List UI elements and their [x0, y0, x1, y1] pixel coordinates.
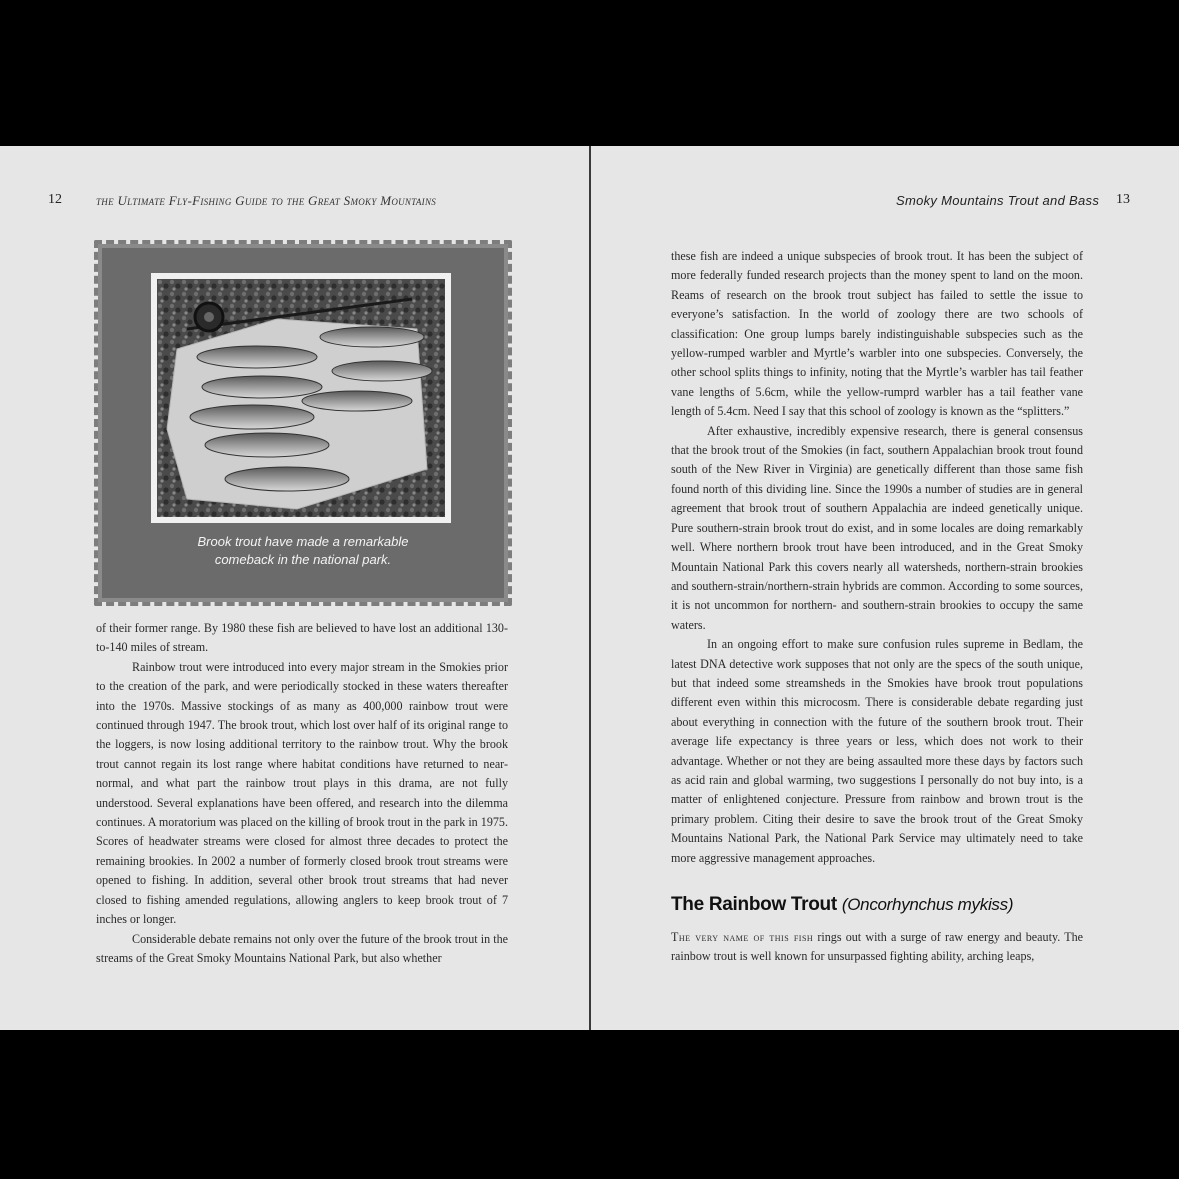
paragraph: Considerable debate remains not only over the future of the brook trout in the streams of the Great Smoky Mountains National Park, but also whether	[96, 931, 508, 965]
lead-in-rest: rings out with a surge of raw energy and beauty. The rainbow trout is well known for unsurpassed fighting ability, arching leaps,	[671, 930, 1083, 964]
book-spread	[0, 146, 1179, 1030]
section-title: The Rainbow Trout	[671, 894, 837, 915]
figure	[98, 244, 508, 602]
page-number: 12	[48, 192, 62, 207]
caption-line-2: comeback in the national park.	[214, 552, 392, 567]
paragraph: of their former range. By 1980 these fish are believed to have lost an additional 130-to-140 miles of stream.	[96, 621, 508, 655]
paragraph: these fish are indeed a unique subspecies of brook trout. It has been the subject of more federally funded research projects than the money spent to land on the moon. Reams of research on the brook trout subject has failed to settle the issue to everyone’s satisfaction. In the world of zoology there are two schools of classification: One group lumps barely indistinguishable subspecies such as the yellow-rumped warbler and Myrtle’s warbler into one subspecies. Conversely, the other school splits things to infinity, noting that the Myrtle’s warbler has tail feather vane lengths of 5.6cm, while the yellow-rumprd warbler has a tail feather vane length of 5.4cm. Need I say that this school of zoology is known as the “splitters.”	[671, 249, 1083, 419]
brook-trout-photo	[157, 279, 445, 517]
paragraph: In an ongoing effort to make sure confusion rules supreme in Bedlam, the latest DNA detective work supposes that not only are the specs of the south unique, but that indeed some streamsheds in the Smokies have brook trout populations different even within this microcosm. There is considerable debate regarding just about everything in connection with the future of the southern brook trout. Their average life expectancy is three years or less, which does not work to their advantage. Whether or not they are being assaulted more these days by factors such as acid rain and global warming, two suggestions I personally do not buy into, is a matter of enlightened conjecture. Pressure from rainbow and brown trout is the primary problem. Citing their desire to save the brook trout of the Great Smoky Mountains National Park, the National Park Service may ultimately need to take more aggressive management approaches.	[671, 637, 1083, 865]
page-number: 13	[1116, 192, 1130, 207]
paragraph: After exhaustive, incredibly expensive research, there is general consensus that the brook trout of the Smokies (in fact, southern Appalachian brook trout found south of the New River in Virginia) are genetically different than those same fish found north of this dividing line. Since the 1990s a number of studies are in general agreement that brook trout of southern Appalachia are indeed genetically unique. Pure southern-strain brook trout do exist, and in some locales are doing remarkably well. Where northern brook trout have been introduced, and in the Great Smoky Mountain National Park this covers nearly all watersheds, northern-strain brookies and southern-strain/northern-strain hybrids are common. According to some sources, it is not uncommon for northern- and southern-strain brookies to occupy the same waters.	[671, 423, 1083, 632]
section-heading	[671, 894, 1013, 916]
running-head: Smoky Mountains Trout and Bass	[896, 193, 1100, 208]
lead-in-smallcaps: The very name of this fish	[671, 930, 814, 944]
section-body	[671, 928, 1083, 967]
right-page	[591, 146, 1179, 1030]
caption-line-1: Brook trout have made a remarkable	[197, 534, 409, 549]
photo-frame	[151, 273, 451, 523]
running-head: the Ultimate Fly-Fishing Guide to the Great Smoky Mountains	[96, 193, 437, 208]
paragraph: Rainbow trout were introduced into every major stream in the Smokies prior to the creation of the park, and were periodically stocked in these waters thereafter into the 1970s. Massive stockings of as many as 400,000 rainbow trout were continued through 1947. The brook trout, which lost over half of its original range to the loggers, is now losing additional territory to the rainbow trout. Why the brook trout cannot regain its lost range where habitat conditions have returned to near-normal, and what part the rainbow trout plays in this drama, are not fully understood. Several explanations have been offered, and research into the dilemma continues. A moratorium was placed on the killing of brook trout in the park in 1975. Scores of headwater streams were closed for almost three decades to protect the remaining brookies. In 2002 a number of formerly closed brook trout streams were opened to fishing. In addition, several other brook trout streams that had never closed to fishing amended regulations, allowing anglers to keep brook trout of 7 inches or longer.	[96, 659, 508, 927]
body-text	[671, 247, 1083, 868]
paragraph	[671, 928, 1083, 967]
figure-caption	[98, 533, 508, 569]
left-page	[0, 146, 589, 1030]
body-text	[96, 619, 508, 968]
section-latin-name: (Oncorhynchus mykiss)	[841, 895, 1014, 914]
